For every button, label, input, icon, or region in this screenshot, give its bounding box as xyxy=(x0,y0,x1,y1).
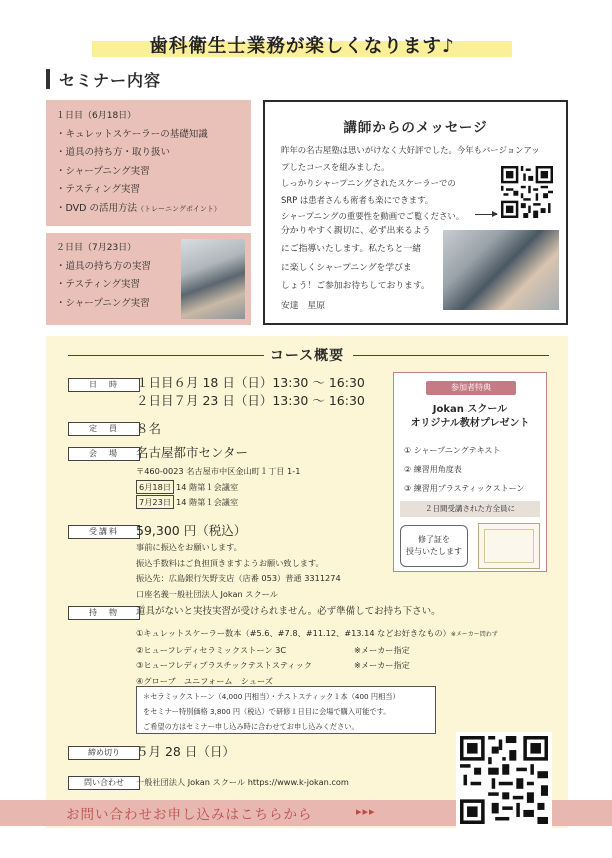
day2-item: ・テスティング実習 xyxy=(56,279,140,291)
note-line: をセミナー特別価格 3,800 円（税込）で研修１日目に会場で購入可能です。 xyxy=(143,707,391,716)
message-signature: 安達 星原 xyxy=(281,301,325,311)
day2-item: ・道具の持ち方の実習 xyxy=(56,260,152,272)
qr-code-svg xyxy=(460,736,548,824)
day1-dvd-text: ・DVD の活用方法 xyxy=(56,202,137,214)
item-row xyxy=(136,626,556,643)
course-dates xyxy=(136,374,365,410)
course-date: ２日目７月 23 日（日）13:30 ～ 16:30 xyxy=(136,393,365,408)
day1-item: ・シャープニング実習 xyxy=(56,165,150,177)
deadline-value: ５月 28 日（日） xyxy=(136,744,235,759)
fee-label: 受講料 xyxy=(68,525,140,539)
item-row xyxy=(136,658,556,674)
day1-item-dvd xyxy=(56,200,241,219)
venue-label: 会 場 xyxy=(68,447,140,461)
fee-line: 振込手数料はご負担頂きますようお願い致します。 xyxy=(136,557,324,568)
qr-code-icon[interactable] xyxy=(456,732,552,828)
bonus-item: ② 練習用角度表 xyxy=(404,465,462,474)
room-name: 14 階第１会議室 xyxy=(176,497,239,507)
venue-name: 名古屋都市センター xyxy=(136,445,249,460)
fee-line: 振込先：広島銀行矢野支店（店番 053）普通 3311274 xyxy=(136,573,341,583)
day1-heading: １日目（6月18日） xyxy=(56,111,137,121)
bonus-note: ２日間受講された方全員に xyxy=(400,501,540,517)
day2-box xyxy=(46,233,251,325)
instructors-photo xyxy=(443,230,559,310)
qr-code-video-icon[interactable] xyxy=(501,166,553,218)
message-line: にご指導いたします。私たちと一緒 xyxy=(281,244,422,255)
items-block xyxy=(136,604,556,689)
section-title-text: セミナー内容 xyxy=(59,70,162,90)
date-label: 日 時 xyxy=(68,378,140,392)
bonus-heading-line: Jokan スクール xyxy=(432,404,508,415)
venue-room xyxy=(136,495,300,511)
item-text: ②ヒューフレディセラミックストーン 3C xyxy=(136,644,287,655)
message-line: シャープニングの重要性を動画でご覧ください。 xyxy=(281,211,465,222)
banner-title: 歯科衛生士業務が楽しくなります♪ xyxy=(149,36,455,57)
contact-value[interactable]: 一般社団法人 Jokan スクール https://www.k-jokan.com xyxy=(136,777,349,787)
message-line: しっかりシャープニングされたスケーラーでの xyxy=(281,178,456,189)
venue-block xyxy=(136,444,300,511)
divider-right xyxy=(353,355,549,356)
message-title: 講師からのメッセージ xyxy=(343,120,488,136)
capacity-value: ８名 xyxy=(136,421,162,436)
certificate-image xyxy=(478,523,540,569)
item-note: ※メーカー問わず xyxy=(450,631,498,638)
day1-item: ・キュレットスケーラーの基礎知識 xyxy=(56,128,208,140)
item-text: ④グローブ ユニフォーム シューズ xyxy=(136,675,273,686)
fee-value: 59,300 円（税込） xyxy=(136,523,247,538)
items-intro: 道具がないと実技実習が受けられません。必ず準備してお持ち下さい。 xyxy=(136,606,441,617)
section-title xyxy=(46,68,161,90)
course-title: コース概要 xyxy=(269,348,345,364)
bonus-item: ③ 練習用プラスティックストーン xyxy=(404,484,525,493)
arrow-icon xyxy=(475,214,497,215)
day1-item: ・テスティング実習 xyxy=(56,184,140,196)
item-note: ※メーカー指定 xyxy=(354,660,410,670)
capacity-label: 定 員 xyxy=(68,422,140,436)
room-date: 6月18日 xyxy=(136,480,174,494)
item-note: ※メーカー指定 xyxy=(354,644,410,655)
page-banner xyxy=(92,32,512,58)
inquiry-text: お問い合わせお申し込みはこちらから xyxy=(66,807,313,823)
room-date: 7月23日 xyxy=(136,495,174,509)
bonus-heading-line: オリジナル教材プレゼント xyxy=(410,418,530,429)
message-line: しょう！ご参加お待ちしております。 xyxy=(281,281,430,292)
chevron-right-icon: ▸▸▸ xyxy=(356,805,376,818)
bonus-heading xyxy=(394,403,546,431)
room-name: 14 階第１会議室 xyxy=(176,481,239,492)
note-line: ご希望の方はセミナー申し込み時に合わせてお申し込みください。 xyxy=(143,722,359,731)
stone-purchase-note xyxy=(136,686,436,734)
fee-block xyxy=(136,522,341,602)
bonus-tag: 参加者特典 xyxy=(426,381,516,395)
item-text: ①キュレットスケーラー数本（#5.6、#7.8、#11.12、#13.14 などお好きなもの） xyxy=(136,628,451,638)
participant-bonus xyxy=(393,372,547,572)
day1-dvd-note: （トレーニングポイント） xyxy=(136,204,221,213)
fee-line: 口座名義一般社団法人 Jokan スクール xyxy=(136,588,278,599)
deadline-label: 締め切り xyxy=(68,746,140,760)
day2-item: ・シャープニング実習 xyxy=(56,297,150,309)
item-text: ③ヒューフレディプラスチックテストスティック xyxy=(136,660,312,670)
bonus-item: ① シャープニングテキスト xyxy=(404,446,501,455)
fee-line: 事前に振込をお願いします。 xyxy=(136,542,242,552)
venue-address: 〒460-0023 名古屋市中区金山町１丁目 1-1 xyxy=(136,466,301,476)
day1-box xyxy=(46,100,251,226)
training-photo xyxy=(181,239,245,319)
message-paragraph-2 xyxy=(281,222,441,296)
contact-label: 問い合わせ xyxy=(68,776,140,790)
day1-item: ・道具の持ち方・取り扱い xyxy=(56,147,171,159)
qr-code-svg xyxy=(501,166,553,218)
section-title-bar xyxy=(46,69,50,89)
message-line: 分かりやすく親切に、必ず出来るよう xyxy=(281,226,431,236)
bubble-line: 修了証を xyxy=(418,535,450,544)
bubble-line: 授与いたします xyxy=(406,547,462,556)
bonus-list xyxy=(404,441,524,498)
item-row xyxy=(136,643,556,659)
venue-room xyxy=(136,480,300,496)
message-line: プしたコースを組みました。 xyxy=(281,161,390,172)
message-line: 昨年の名古屋塾は思いがけなく大好評でした。今年もバージョンアッ xyxy=(281,145,540,155)
certificate-bubble xyxy=(400,525,468,567)
message-line: に楽しくシャープニングを学びま xyxy=(281,262,412,273)
course-date: １日目６月 18 日（日）13:30 ～ 16:30 xyxy=(136,375,365,390)
day2-heading: ２日目（7月23日） xyxy=(56,243,137,253)
items-label: 持 物 xyxy=(68,606,140,620)
note-line: ＊セラミックストーン（4,000 円相当）・テストスティック１本（400 円相当） xyxy=(143,692,400,701)
message-line: SRP は患者さんも術者も楽にできます。 xyxy=(281,194,434,205)
instructor-message-box xyxy=(263,100,568,325)
